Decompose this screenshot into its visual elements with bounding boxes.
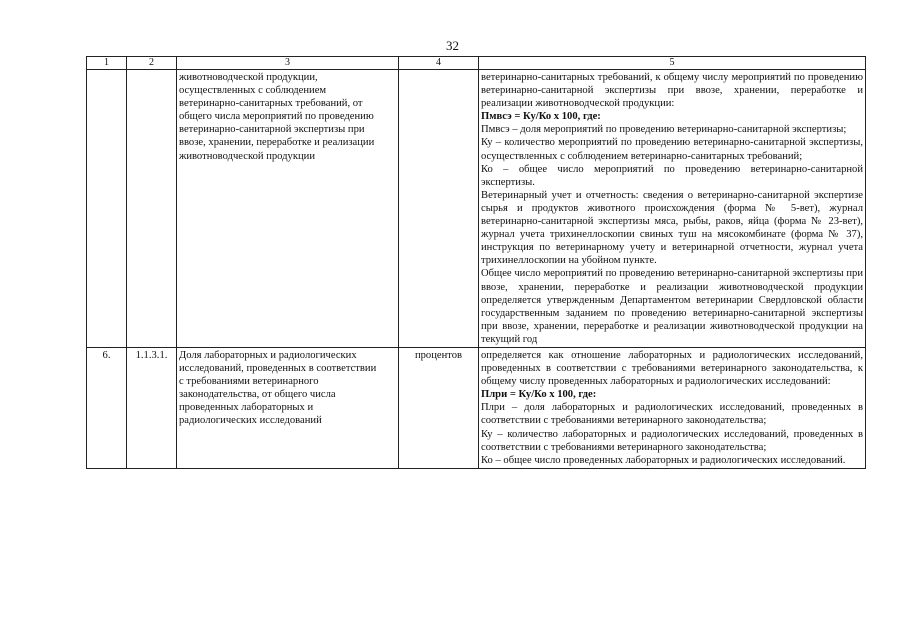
table-row-6 <box>87 347 866 468</box>
paragraph: Ветеринарный учет и отчетность: сведения о ветеринарно-санитарной экспертизе сырья и продуктов животного происхождения (форма № 5-вет), журнал ветеринарно-санитарной экспертизы мяса, рыбы, раков, яйца (форма № 23-вет), журнал учета трихинеллоскопии свиных туш на мясокомбинате (форма № 37), инструкция по ветеринарному учету и ветеринарной отчетности, журнал учета трихинеллоскопии на убойном пункте. <box>481 189 863 267</box>
paragraph: Общее число мероприятий по проведению ветеринарно-санитарной экспертизы при ввозе, хранении, переработке и реализации животноводческой продукции определяется утвержденным Департаментом ветеринарии Свердловской области государственным заданием по проведению ветеринарно-санитарной экспертизы при ввозе, хранении, переработке и реализации животноводческой продукции на текущий год <box>481 268 863 345</box>
paragraph: определяется как отношение лабораторных и радиологических исследований, проведенных в соответствии с требованиями ветеринарного законодательства, к общему числу проведенных лабораторных и радиологических исследований: <box>481 349 863 388</box>
paragraph: Ку – количество лабораторных и радиологических исследований, проведенных в соответствии с требованиями ветеринарного законодательства; <box>481 428 863 453</box>
text-line: законодательства, от общего числа <box>179 389 336 401</box>
cell-unit: процентов <box>399 347 479 468</box>
paragraph: Ко – общее число проведенных лабораторных и радиологических исследований. <box>481 454 846 466</box>
text-line: осуществленных с соблюдением <box>179 85 327 97</box>
paragraph: ветеринарно-санитарных требований, к общему числу мероприятий по проведению ветеринарно-санитарной экспертизы при ввозе, хранении, переработке и реализации животноводческой продукции: <box>481 72 863 110</box>
cell-number <box>87 70 127 348</box>
text-line: животноводческой продукции <box>179 150 316 162</box>
table-row-continued <box>87 70 866 348</box>
formula: Пмвсэ = Ку/Ко х 100, где: <box>481 111 601 123</box>
table-header-row <box>87 57 866 70</box>
text-line: исследований, проведенных в соответствии <box>179 363 377 375</box>
cell-code <box>127 70 177 348</box>
header-col-1: 1 <box>87 57 127 70</box>
paragraph: Ко – общее число мероприятий по проведению ветеринарно-санитарной экспертизы. <box>481 163 863 188</box>
paragraph: Ку – количество мероприятий по проведению ветеринарно-санитарной экспертизы, осуществленных с соблюдением ветеринарно-санитарных требований; <box>481 137 863 162</box>
text-line: Доля лабораторных и радиологических <box>179 349 357 361</box>
cell-number: 6. <box>87 347 127 468</box>
header-col-5: 5 <box>479 57 866 70</box>
text-line: ветеринарно-санитарной экспертизы при <box>179 124 365 136</box>
cell-method <box>479 347 866 468</box>
header-col-3: 3 <box>177 57 399 70</box>
formula: Плри = Ку/Ко х 100, где: <box>481 389 597 401</box>
cell-code: 1.1.3.1. <box>127 347 177 468</box>
text-line: проведенных лабораторных и <box>179 402 314 414</box>
text-line: с требованиями ветеринарного <box>179 376 319 388</box>
text-line: ветеринарно-санитарных требований, от <box>179 98 363 110</box>
cell-method <box>479 70 866 348</box>
header-col-2: 2 <box>127 57 177 70</box>
header-col-4: 4 <box>399 57 479 70</box>
text-line: ввозе, хранении, переработке и реализации <box>179 137 375 149</box>
cell-indicator-name <box>177 347 399 468</box>
cell-indicator-name <box>177 70 399 348</box>
cell-unit <box>399 70 479 348</box>
text-line: радиологических исследований <box>179 415 322 427</box>
paragraph: Плри – доля лабораторных и радиологических исследований, проведенных в соответствии с требованиями ветеринарного законодательства; <box>481 402 863 427</box>
text-line: животноводческой продукции, <box>179 72 318 83</box>
page-number: 32 <box>446 38 459 53</box>
text-line: общего числа мероприятий по проведению <box>179 111 374 123</box>
paragraph: Пмвсэ – доля мероприятий по проведению ветеринарно-санитарной экспертизы; <box>481 124 847 136</box>
document-table <box>86 56 866 469</box>
